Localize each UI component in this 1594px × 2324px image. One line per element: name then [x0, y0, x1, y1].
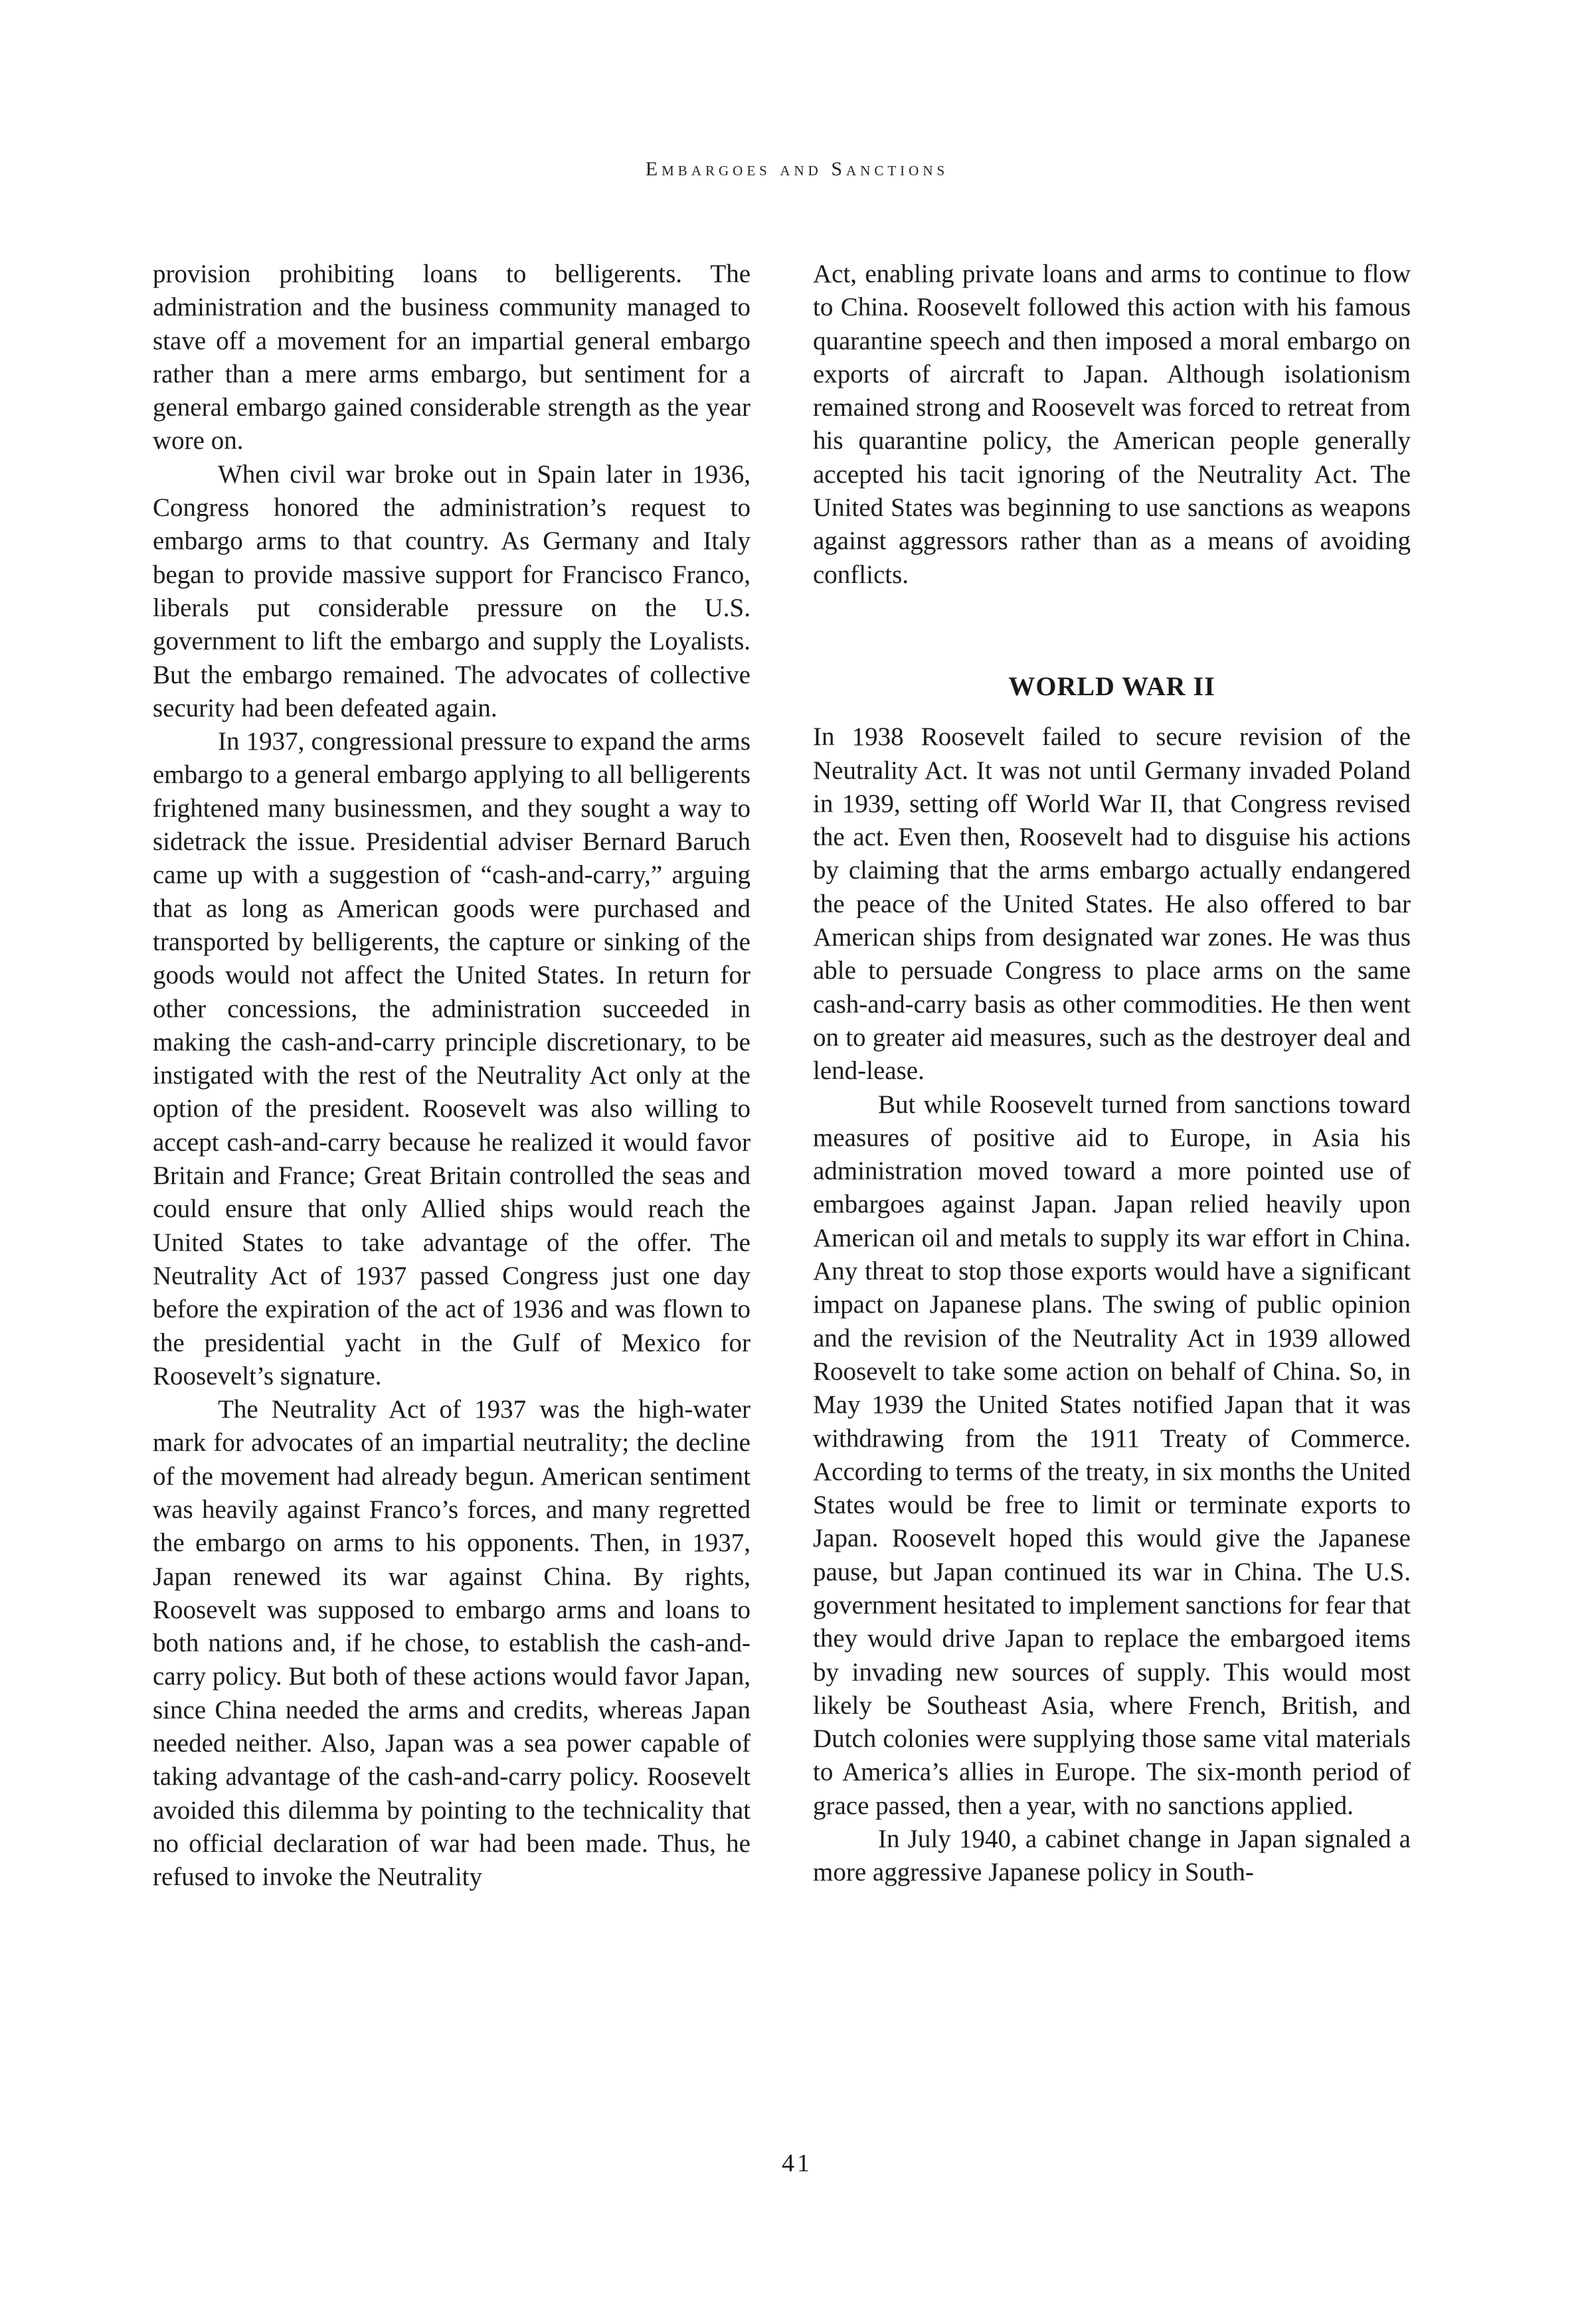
section-heading: WORLD WAR II: [1008, 671, 1215, 701]
paragraph: In July 1940, a cabinet change in Japan signaled a more aggressive Japanese policy in South-: [813, 1825, 1411, 1887]
paragraph: provision prohibiting loans to belligerents. The administration and the business community managed to stave off a movement for an impartial general embargo rather than a mere arms embargo, but sentiment for a general embargo gained considerable strength as the year wore on.: [153, 260, 751, 456]
paragraph: Act, enabling private loans and arms to continue to flow to China. Roosevelt followed this action with his famous quarantine speech and then imposed a moral embargo on exports of aircraft to Japan. Although isolationism remained strong and Roosevelt was forced to retreat from his quarantine policy, the American people generally accepted his tacit ignoring of the Neutrality Act. The United States was beginning to use sanctions as weapons against aggressors rather than as a means of avoiding conflicts.: [813, 260, 1411, 589]
paragraph: But while Roosevelt turned from sanctions toward measures of positive aid to Europe, in Asia his administration moved toward a more pointed use of embargoes against Japan. Japan relied heavily upon American oil and metals to supply its war effort in China. Any threat to stop those exports would have a significant impact on Japanese plans. The swing of public opinion and the revision of the Neutrality Act in 1939 allowed Roosevelt to take some action on behalf of China. So, in May 1939 the United States notified Japan that it was withdrawing from the 1911 Treaty of Commerce. According to terms of the treaty, in six months the United States would be free to limit or terminate exports to Japan. Roosevelt hoped this would give the Japanese pause, but Japan continued its war in China. The U.S. government hesitated to implement sanctions for fear that they would drive Japan to replace the embargoed items by invading new sources of supply. This would most likely be Southeast Asia, where French, British, and Dutch colonies were supplying those same vital materials to America’s allies in Europe. The six-month period of grace passed, then a year, with no sanctions applied.: [813, 1090, 1411, 1820]
left-column: [153, 258, 751, 1894]
paragraph: The Neutrality Act of 1937 was the high-water mark for advocates of an impartial neutrality; the decline of the movement had already begun. American sentiment was heavily against Franco’s forces, and many regretted the embargo on arms to his opponents. Then, in 1937, Japan renewed its war against China. By rights, Roosevelt was supposed to embargo arms and loans to both nations and, if he chose, to establish the cash-and-carry policy. But both of these actions would favor Japan, since China needed the arms and credits, whereas Japan needed neither. Also, Japan was a sea power capable of taking advantage of the cash-and-carry policy. Roosevelt avoided this dilemma by pointing to the technicality that no official declaration of war had been made. Thus, he refused to invoke the Neutrality: [153, 1395, 751, 1892]
paragraph: In 1938 Roosevelt failed to secure revision of the Neutrality Act. It was not until Germany invaded Poland in 1939, setting off World War II, that Congress revised the act. Even then, Roosevelt had to disguise his actions by claiming that the arms embargo actually endangered the peace of the United States. He also offered to bar American ships from designated war zones. He was thus able to persuade Congress to place arms on the same cash-and-carry basis as other commodities. He then went on to greater aid measures, such as the destroyer deal and lend-lease.: [813, 722, 1411, 1086]
right-column: [813, 258, 1411, 1890]
running-head: Embargoes and Sanctions: [645, 158, 949, 180]
paragraph: In 1937, congressional pressure to expand the arms embargo to a general embargo applying to all belligerents frightened many businessmen, and they sought a way to sidetrack the issue. Presidential adviser Bernard Baruch came up with a suggestion of “cash-and-carry,” arguing that as long as American goods were purchased and transported by belligerents, the capture or sinking of the goods would not affect the United States. In return for other concessions, the administration succeeded in making the cash-and-carry principle discretionary, to be instigated with the rest of the Neutrality Act only at the option of the president. Roosevelt was also willing to accept cash-and-carry because he realized it would favor Britain and France; Great Britain controlled the seas and could ensure that only Allied ships would reach the United States to take advantage of the offer. The Neutrality Act of 1937 passed Congress just one day before the expiration of the act of 1936 and was flown to the presidential yacht in the Gulf of Mexico for Roosevelt’s signature.: [153, 727, 751, 1390]
page-number: 41: [782, 2149, 812, 2177]
paragraph: When civil war broke out in Spain later in 1936, Congress honored the administration’s request to embargo arms to that country. As Germany and Italy began to provide massive support for Francisco Franco, liberals put considerable pressure on the U.S. government to lift the embargo and supply the Loyalists. But the embargo remained. The advocates of collective security had been defeated again.: [153, 459, 751, 722]
